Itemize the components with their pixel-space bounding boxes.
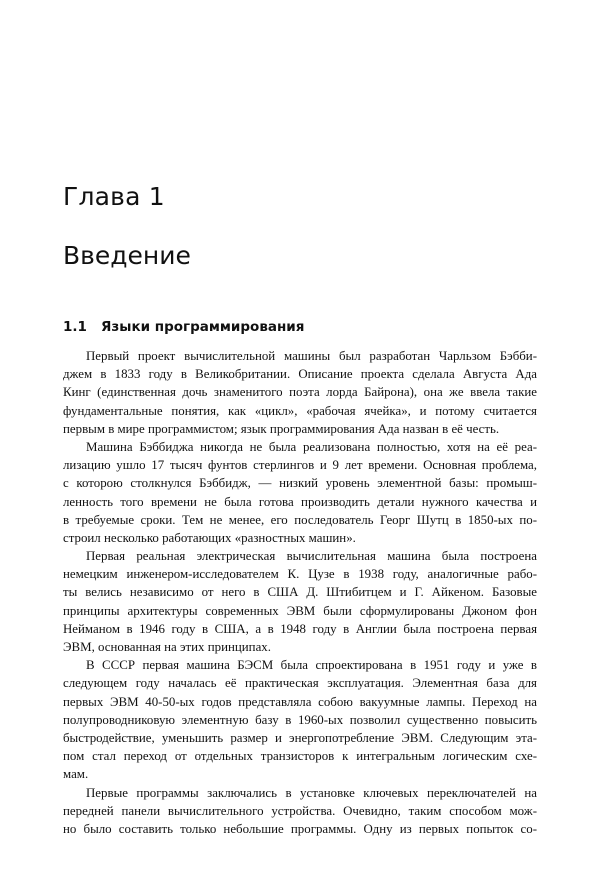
text-line: строил несколько работающих «разностных машин». — [63, 530, 356, 545]
text-line: следующем году началась её практическая эксплуатация. Элементная база для — [63, 676, 537, 691]
chapter-label: Глава 1 — [63, 182, 165, 211]
text-line: лизацию ушло 17 тысяч фунтов стерлингов и 9 лет времени. Основная проблема, — [63, 458, 537, 473]
text-line: мам. — [63, 767, 89, 782]
text-line: Кинг (единственная дочь знаменитого поэта лорда Байрона), она же ввела такие — [63, 385, 537, 400]
body-text — [63, 347, 537, 838]
text-line: передней панели вычислительного устройства. Очевидно, таким способом мож- — [63, 803, 537, 818]
chapter-title: Введение — [63, 241, 191, 270]
text-line: Первая реальная электрическая вычислительная машина была построена — [86, 549, 537, 564]
section-title: Языки программирования — [101, 319, 305, 335]
text-line: Нейманом в 1946 году в США, а в 1948 году в Англии была построена первая — [63, 621, 537, 636]
text-line: фундаментальные понятия, как «цикл», «рабочая ячейка», и потому считается — [63, 403, 537, 418]
text-line: ты велись независимо от него в США Д. Штибитцем и Г. Айкеном. Базовые — [63, 585, 537, 600]
text-line: В СССР первая машина БЭСМ была спроектирована в 1951 году и уже в — [86, 658, 537, 673]
paragraph — [63, 656, 537, 783]
section-number: 1.1 — [63, 319, 87, 335]
text-line: первым в мире программистом; язык программирования Ада назван в её честь. — [63, 421, 500, 436]
text-line: но было составить только небольшие программы. Одну из первых попыток со- — [63, 821, 537, 836]
text-line: в требуемые сроки. Тем не менее, его последователь Георг Шутц в 1850-ых по- — [63, 512, 537, 527]
text-line: ЭВМ, основанная на этих принципах. — [63, 640, 271, 654]
paragraph — [63, 784, 537, 839]
text-line: ленность того времени не была готова производить детали нужного качества и — [63, 494, 537, 509]
paragraph — [63, 547, 537, 656]
paragraph — [63, 438, 537, 547]
text-line: Первые программы заключались в установке ключевых переключателей на — [86, 785, 537, 800]
section-heading — [63, 321, 304, 335]
text-line: первых ЭВМ 40-50-ых годов представляла собою вакуумные лампы. Переход на — [63, 694, 537, 709]
text-line: Первый проект вычислительной машины был разработан Чарльзом Бэбби- — [86, 349, 537, 363]
paragraph — [63, 347, 537, 438]
text-line: с которою столкнулся Бэббидж, — низкий уровень элементной базы: промыш- — [63, 476, 537, 491]
text-line: немецким инженером-исследователем К. Цузе в 1938 году, аналогичные рабо- — [63, 567, 537, 582]
text-line: Машина Бэббиджа никогда не была реализована полностью, хотя на её реа- — [86, 439, 537, 454]
text-line: пом стал переход от отдельных транзисторов к интегральным логическим схе- — [63, 749, 537, 764]
text-line: быстродействие, уменьшить размер и энергопотребление ЭВМ. Следующим эта- — [63, 730, 537, 745]
text-line: джем в 1833 году в Великобритании. Описание проекта сделала Августа Ада — [63, 367, 537, 382]
document-page — [63, 0, 537, 873]
text-line: полупроводниковую элементную базу в 1960-ых позволил существенно повысить — [63, 712, 537, 727]
text-line: принципы архитектуры современных ЭВМ были сформулированы Джоном фон — [63, 603, 537, 618]
